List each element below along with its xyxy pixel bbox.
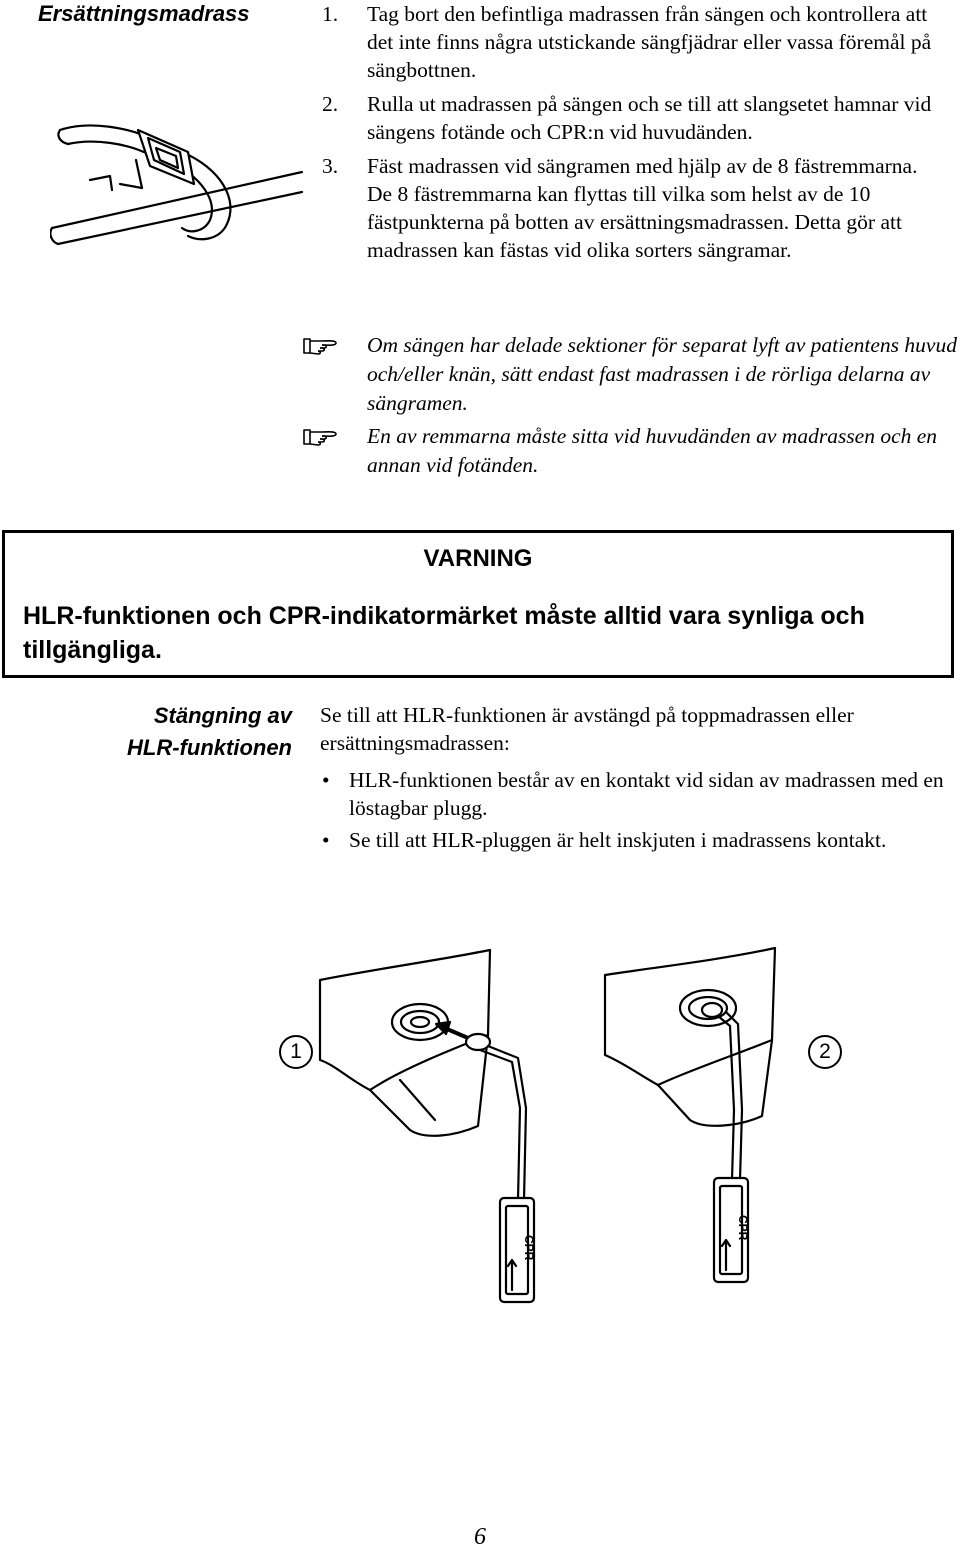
figure-label-2: 2 <box>808 1035 842 1069</box>
section-heading-replacement-mattress: Ersättningsmadrass <box>38 1 250 26</box>
cpr-tag-text: CPR <box>736 1215 750 1241</box>
heading-line: Stängning av <box>153 703 292 728</box>
strap-buckle-illustration <box>50 100 305 260</box>
warning-text: HLR-funktionen och CPR-indikatormärket måste alltid vara synliga och tillgängliga. <box>23 602 865 664</box>
page-number: 6 <box>474 1524 486 1550</box>
bullet-symbol: • <box>322 828 330 852</box>
list-item <box>320 826 950 854</box>
bullet-symbol: • <box>322 768 330 792</box>
cpr-plug-illustration <box>250 930 810 1350</box>
warning-box <box>2 530 954 678</box>
step-item <box>322 152 942 264</box>
step-text: Tag bort den befintliga madrassen från sängen och kontrollera att det inte finns några utstickande sängfjädrar eller vassa föremål på sängbottnen. <box>367 2 932 82</box>
note-text: En av remmarna måste sitta vid huvudänden av madrassen och en annan vid fotänden. <box>367 424 938 477</box>
step-item <box>322 90 942 146</box>
note-item <box>322 422 960 480</box>
heading-line: HLR-funktionen <box>127 735 292 760</box>
instruction-steps <box>322 0 942 270</box>
note-item <box>322 331 960 418</box>
step-number: 2. <box>322 92 339 116</box>
cpr-tag-text: CPR <box>522 1235 536 1261</box>
section-heading-cpr-closing <box>40 700 292 764</box>
intro-paragraph: Se till att HLR-funktionen är avstängd på toppmadrassen eller ersättningsmadrassen: <box>320 703 854 755</box>
warning-title: VARNING <box>423 545 533 572</box>
figure-label-1: 1 <box>279 1035 313 1069</box>
step-text: Rulla ut madrassen på sängen och se till att slangsetet hamnar vid sängens fotände och CPR:n vid huvudänden. <box>367 92 932 144</box>
pointing-hand-icon <box>302 333 338 357</box>
step-number: 3. <box>322 154 339 178</box>
step-text: Fäst madrassen vid sängramen med hjälp av de 8 fästremmarna. De 8 fästremmarna kan flyttas till vilka som helst av de 10 fästpunkterna på botten av ersättningsmadrassen. Detta gör att madrassen kan fästas vid olika sorters sängramar. <box>367 154 918 262</box>
note-text: Om sängen har delade sektioner för separat lyft av patientens huvud och/eller knän, sätt endast fast madrassen i de rörliga delarna av sängramen. <box>367 333 957 415</box>
step-item <box>322 0 942 84</box>
pointing-hand-icon <box>302 424 338 448</box>
list-item <box>320 766 950 822</box>
list-item-text: Se till att HLR-pluggen är helt inskjuten i madrassens kontakt. <box>349 828 887 852</box>
step-number: 1. <box>322 2 339 26</box>
list-item-text: HLR-funktionen består av en kontakt vid sidan av madrassen med en löstagbar plugg. <box>349 768 944 820</box>
bullet-list <box>320 766 950 858</box>
